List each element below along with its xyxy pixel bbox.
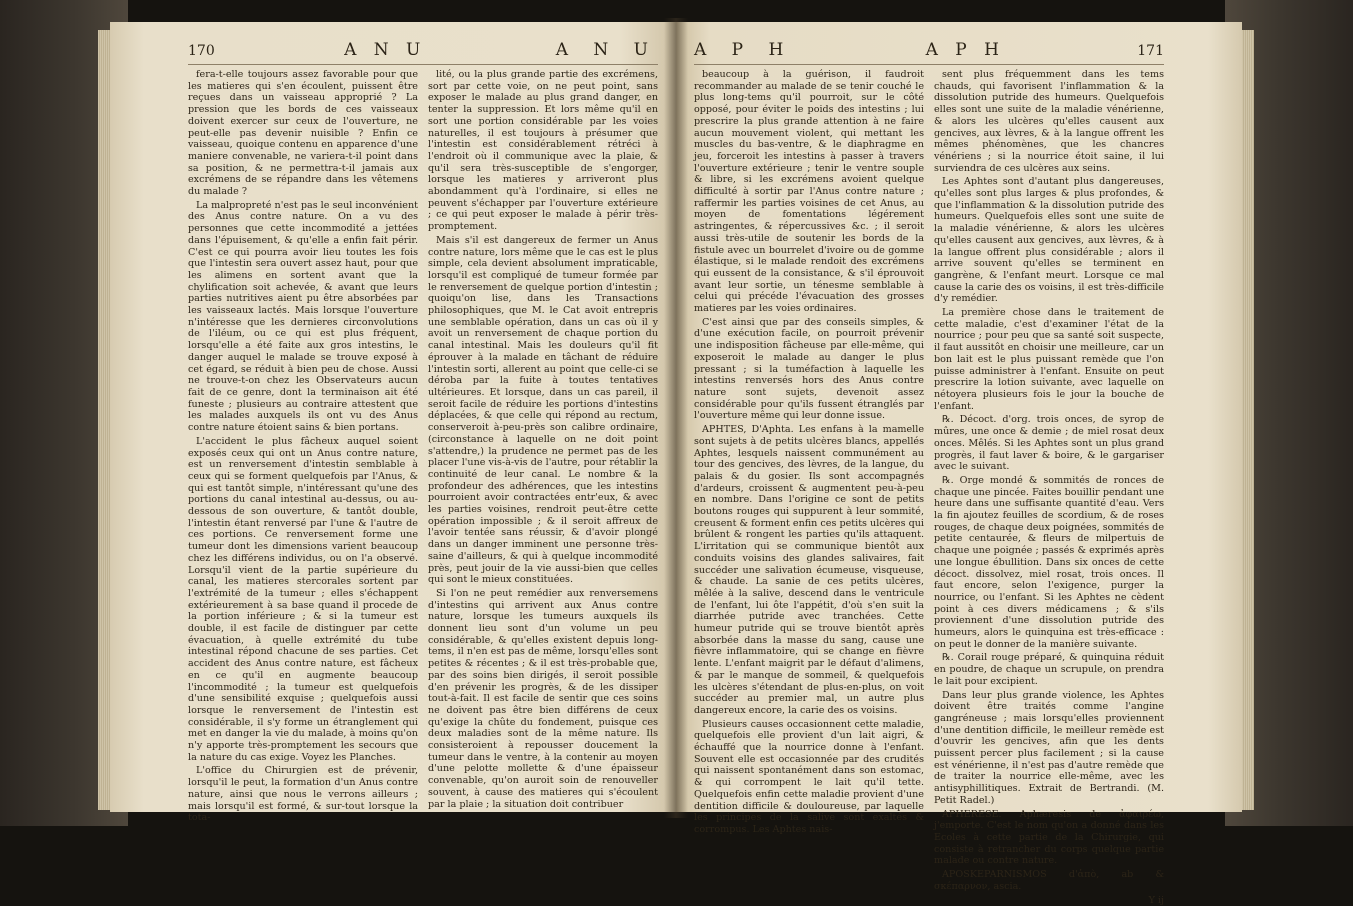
paragraph: L'accident le plus fâcheux auquel soient exposés ceux qui ont un Anus contre nature, est un renversement d'intestin semblable à ceux qui se forment quelquefois par l'Anus, & qui est tantôt simple, n'intéressant qu'une des portions du canal intestinal au-dessus, ou au-dessous de son ouverture, & tantôt double, l'intestin étant renversé par l'une & l'autre de ces portions. Ce renversement forme une tumeur dont les dimensions varient beaucoup chez les différens individus, ou on l'a observé. Lorsqu'il vient de la partie supérieure du canal, les matieres stercorales sortent par l'extrémité de la tumeur ; elles s'échappent extérieurement à sa base quand il procede de la portion inférieure ; & si la tumeur est double, il est facile de distinguer par cette évacuation, à quelle extrémité du tube intestinal répond chacune de ses parties. Cet accident des Anus contre nature, est fâcheux en ce qu'il en augmente beaucoup l'incommodité ; la tumeur est quelquefois d'une sensibilité exquise ; quelquefois aussi lorsque le renversement de l'intestin est considérable, il s'y forme un étranglement qui met en danger la vie du malade, à moins qu'on n'y apporte très-promptement les secours que la nature du cas exige. Voyez les Planches. [188, 435, 418, 763]
book-gutter [664, 18, 688, 818]
paragraph: L'office du Chirurgien est de prévenir, lorsqu'il le peut, la formation d'un Anus contre nature, ainsi que nous le verrons ailleurs ; mais lorsqu'il est formé, & sur-tout lorsque la tota- [188, 765, 418, 824]
paragraph: La malpropreté n'est pas le seul inconvénient des Anus contre nature. On a vu des personnes que cette incommodité a jettées dans l'épuisement, & qu'elle a enfin fait périr. C'est ce qui pourra avoir lieu toutes les fois que l'intestin sera ouvert assez haut, pour que les alimens en sortent avant que la chylification soit achevée, & avant que leurs parties nutritives aient pu être absorbées par les vaisseaux lactés. Mais lorsque l'ouverture n'intéresse que les dernieres circonvolutions de l'iléum, ou ce qui est plus fréquent, lorsqu'elle a été faite aux gros intestins, le danger auquel le malade se trouve exposé à cet égard, se réduit à bien peu de chose. Aussi ne trouve-t-on chez les Observateurs aucun fait de ce genre, dont la terminaison ait été funeste ; plusieurs au contraire attestent que les malades auxquels ils ont vu des Anus contre nature étoient sains & bien portans. [188, 199, 418, 434]
page-number: 171 [1137, 43, 1164, 59]
left-page-header [188, 40, 658, 65]
paragraph: Les Aphtes sont d'autant plus dangereuses, qu'elles sont plus larges & plus profondes, & que l'inflammation & la dissolution putride des humeurs. Quelquefois elles sont une suite de la maladie vénérienne, & alors les ulcères qu'elles causent aux gencives, aux lèvres, & à la langue offrent plus considérable ; alors il arrive souvent qu'elles se terminent en gangrène, & l'enfant meurt. Lorsque ce mal cause la carie des os voisins, il est très-difficile d'y remédier. [934, 176, 1164, 305]
page-edges-right [1240, 30, 1254, 810]
paragraph: Mais s'il est dangereux de fermer un Anus contre nature, lors même que le cas est le plus simple, cela devient absolument impraticable, lorsqu'il est compliqué de tumeur formée par le renversement de quelque portion d'intestin ; quoiqu'on lise, dans les Transactions philosophiques, que M. le Cat avoit entrepris une semblable opération, dans un cas où il y avoit un renversement de chaque portion du canal intestinal. Mais les douleurs qu'il fit éprouver à la malade en tâchant de réduire l'intestin sorti, allerent au point que celle-ci se déroba par la fuite à toutes tentatives ultérieures. Et lorsque, dans un cas pareil, il seroit facile de réduire les portions d'intestins déplacées, & que celle qui répond au rectum, conserveroit à-peu-près son calibre ordinaire, (circonstance à laquelle on ne doit point s'attendre,) la prudence ne permet pas de les placer l'une vis-à-vis de l'autre, pour rétablir la continuité de leur canal. Le nombre & la profondeur des adhérences, que les intestins pourroient avoir contractées entr'eux, & avec les parties voisines, rendroit peut-être cette opération impossible ; & il seroit affreux de l'avoir tentée sans réussir, & d'avoir plongé dans un danger imminent une personne très-saine d'ailleurs, & qui à quelque incommodité près, peut jouir de la vie aussi-bien que celles qui sont le mieux constituées. [428, 234, 658, 586]
paragraph: beaucoup à la guérison, il faudroit recommander au malade de se tenir couché le plus long-tems qu'il pourroit, sur le côté opposé, pour éviter le poids des intestins ; lui prescrire la plus grande attention à ne faire aucun mouvement violent, qui mettant les muscles du bas-ventre, & le diaphragme en jeu, forceroit les intestins à passer à travers l'ouverture extérieure ; tenir le ventre souple & libre, si les excrémens avoient quelque difficulté à sortir par l'Anus contre nature ; raffermir les parties voisines de cet Anus, au moyen de fomentations légérement astringentes, & répercussives &c. ; il seroit aussi très-utile de soutenir les bords de la fistule avec un bourrelet d'ivoire ou de gomme élastique, si le malade rendoit des excrémens qui eussent de la consistance, & s'il éprouvoit avant leur sortie, un ténesme semblable à celui qui précéde l'évacuation des grosses matieres par les voies ordinaires. [694, 69, 924, 315]
page-number: 170 [188, 43, 215, 59]
paragraph: Dans leur plus grande violence, les Aphtes doivent être traités comme l'angine gangréneuse ; mais lorsqu'elles proviennent d'une dentition difficile, le meilleur remède est d'ouvrir les gencives, afin que les dents puissent percer plus facilement ; si la cause est vénérienne, il n'est pas d'autre remède que de traiter la nourrice elle-même, avec les antisyphillitiques. Extrait de Bertrandi. (M. Petit Radel.) [934, 689, 1164, 806]
right-page-header [694, 40, 1164, 65]
paragraph: lité, ou la plus grande partie des excrémens, sort par cette voie, on ne peut point, sans exposer le malade au plus grand danger, en tenter la suppression. Et lors même qu'il en sort une portion considérable par les voies naturelles, il est toujours à présumer que l'intestin est considérablement rétréci à l'endroit où il communique avec la plaie, & qu'il sera très-susceptible de s'engorger, lorsque les matieres y arriveront plus abondamment qu'à l'ordinaire, si elles ne peuvent s'échapper par l'ouverture extérieure ; ce qui peut exposer le malade à périr très-promptement. [428, 69, 658, 233]
paragraph: APOSKEPARNISMOS d'ἀπὸ, ab & σκέπαρνον, ascia. [934, 869, 1164, 892]
text-column [934, 69, 1164, 906]
paragraph: La première chose dans le traitement de cette maladie, c'est d'examiner l'état de la nourrice ; pour peu que sa santé soit suspecte, il faut aussitôt en choisir une meilleure, car un bon lait est le plus puissant remède que l'on puisse administrer à l'enfant. Ensuite on peut prescrire la lotion suivante, avec laquelle on nétoyera plusieurs fois le jour la bouche de l'enfant. [934, 307, 1164, 412]
signature-mark: Y ij [1148, 894, 1164, 906]
running-head: A P H [925, 40, 1005, 60]
running-head: A N U [344, 40, 427, 60]
paragraph: Plusieurs causes occasionnent cette maladie, quelquefois elle provient d'un lait aigri, & échauffé que la nourrice donne à l'enfant. Souvent elle est occasionnée par des crudités qui naissent spontanément dans son estomac, & qui corrompent le lait qu'il tette. Quelquefois enfin cette maladie provient d'une dentition difficile & douloureuse, par laquelle les principes de la salive sont exaltés & corrompus. Les Aphtes nais- [694, 718, 924, 835]
running-head: A N U [555, 40, 658, 60]
paragraph: ℞. Orge mondé & sommités de ronces de chaque une pincée. Faites bouillir pendant une heure dans une suffisante quantité d'eau. Vers la fin ajoutez feuilles de scordium, & de roses rouges, de chaque deux poignées, sommités de petite centaurée, & fleurs de milpertuis de chaque une poignée ; passés & exprimés après une longue ébullition. Dans six onces de cette décoct. dissolvez, miel rosat, trois onces. Il faut encore, selon l'exigence, purger la nourrice, ou l'enfant. Si les Aphtes ne cèdent point à ces divers médicamens ; & s'ils proviennent d'une dissolution putride des humeurs, alors le quinquina est très-efficace : on peut le donner de la manière suivante. [934, 474, 1164, 650]
paragraph: ℞. Corail rouge préparé, & quinquina réduit en poudre, de chaque un scrupule, on prendra le lait pour excipient. [934, 652, 1164, 687]
paragraph: sent plus fréquemment dans les tems chauds, qui favorisent l'inflammation & la dissolution putride des humeurs. Quelquefois elles sont une suite de la maladie vénérienne, & alors les ulcères qu'elles causent aux gencives, aux lèvres, & à la langue offrent les mêmes phénomènes, que les chancres vénériens ; si la nourrice étoit saine, il lui surviendra de ces ulcères aux seins. [934, 69, 1164, 174]
left-page [110, 22, 676, 824]
paragraph: ℞. Décoct. d'org. trois onces, de syrop de mûres, une once & demie ; de miel rosat deux onces. Mêlés. Si les Aphtes sont un plus grand progrès, il faut laver & boire, & le gargariser avec le suivant. [934, 414, 1164, 473]
left-page-columns [188, 69, 658, 824]
running-head: A P H [694, 40, 794, 60]
paragraph: fera-t-elle toujours assez favorable pour que les matieres qui s'en écoulent, puissent être reçues dans un vaisseau approprié ? La pression que les bords de ces vaisseaux doivent exercer sur ceux de l'ouverture, ne peut-elle pas devenir nuisible ? Enfin ce vaisseau, quoique contenu en apparence d'une maniere convenable, ne variera-t-il point dans sa position, & ne permettra-t-il jamais aux excrémens de se répandre dans les vêtemens du malade ? [188, 69, 418, 198]
paragraph: C'est ainsi que par des conseils simples, & d'une exécution facile, on pourroit prévenir une indisposition fâcheuse par elle-même, qui exposeroit le malade au danger le plus pressant ; si la tuméfaction à laquelle les intestins renversés hors des Anus contre nature sont sujets, devenoit assez considérable pour qu'ils fussent étranglés par l'ouverture même qui leur donne issue. [694, 316, 924, 422]
text-column [188, 69, 418, 824]
right-page-columns [694, 69, 1164, 906]
paragraph: APHERESE. Aphæresis de ἀφαιρέω, j'emporte. C'est le nom qu'on a donné dans les Ecoles à cette partie de la Chirurgie, qui consiste à retrancher du corps quelque partie malade ou contre nature. [934, 808, 1164, 867]
right-page [676, 22, 1242, 906]
paragraph: Si l'on ne peut remédier aux renversemens d'intestins qui arrivent aux Anus contre nature, lorsque les tumeurs auxquels ils donnent lieu sont d'un volume un peu considérable, & qu'elles existent depuis long-tems, il n'en est pas de même, lorsqu'elles sont petites & récentes ; & il est très-probable que, par des soins bien dirigés, il seroit possible d'en prévenir les progrès, & de les dissiper tout-à-fait. Il est facile de sentir que ces soins ne doivent pas être bien différens de ceux qu'exige la chûte du fondement, puisque ces deux maladies sont de la même nature. Ils consisteroient à repousser doucement la tumeur dans le ventre, à la contenir au moyen d'une pelotte mollette & d'une épaisseur convenable, qu'on auroit soin de renouveller souvent, à cause des matieres qui s'écoulent par la plaie ; la situation doit contribuer [428, 587, 658, 810]
paragraph: APHTES, D'Aphta. Les enfans à la mamelle sont sujets à de petits ulcères blancs, appellés Aphtes, lesquels naissent communément au tour des gencives, des lèvres, de la langue, du palais & du gosier. Ils sont accompagnés d'ardeurs, croissent & augmentent peu-à-peu en nombre. Dans l'origine ce sont de petits boutons rouges qui suppurent à leur sommité, creusent & forment enfin ces petits ulcères qui brûlent & rongent les parties qu'ils attaquent. L'irritation qui se communique bientôt aux conduits voisins des glandes salivaires, fait succéder une salivation écumeuse, visqueuse, & chaude. La sanie de ces petits ulcères, mêlée à la salive, descend dans le ventricule de l'enfant, lui ôte l'appétit, d'où s'en suit la diarrhée putride avec tranchées. Cette humeur putride qui se trouve bientôt après absorbée dans la masse du sang, cause une fièvre inflammatoire, qui se change en fièvre lente. L'enfant maigrit par le défaut d'alimens, & par le manque de sommeil, & quelquefois les ulcères s'étendant de plus-en-plus, on voit succéder au premier mal, un autre plus dangereux encore, la carie des os voisins. [694, 424, 924, 716]
text-column [428, 69, 658, 811]
text-column [694, 69, 924, 835]
